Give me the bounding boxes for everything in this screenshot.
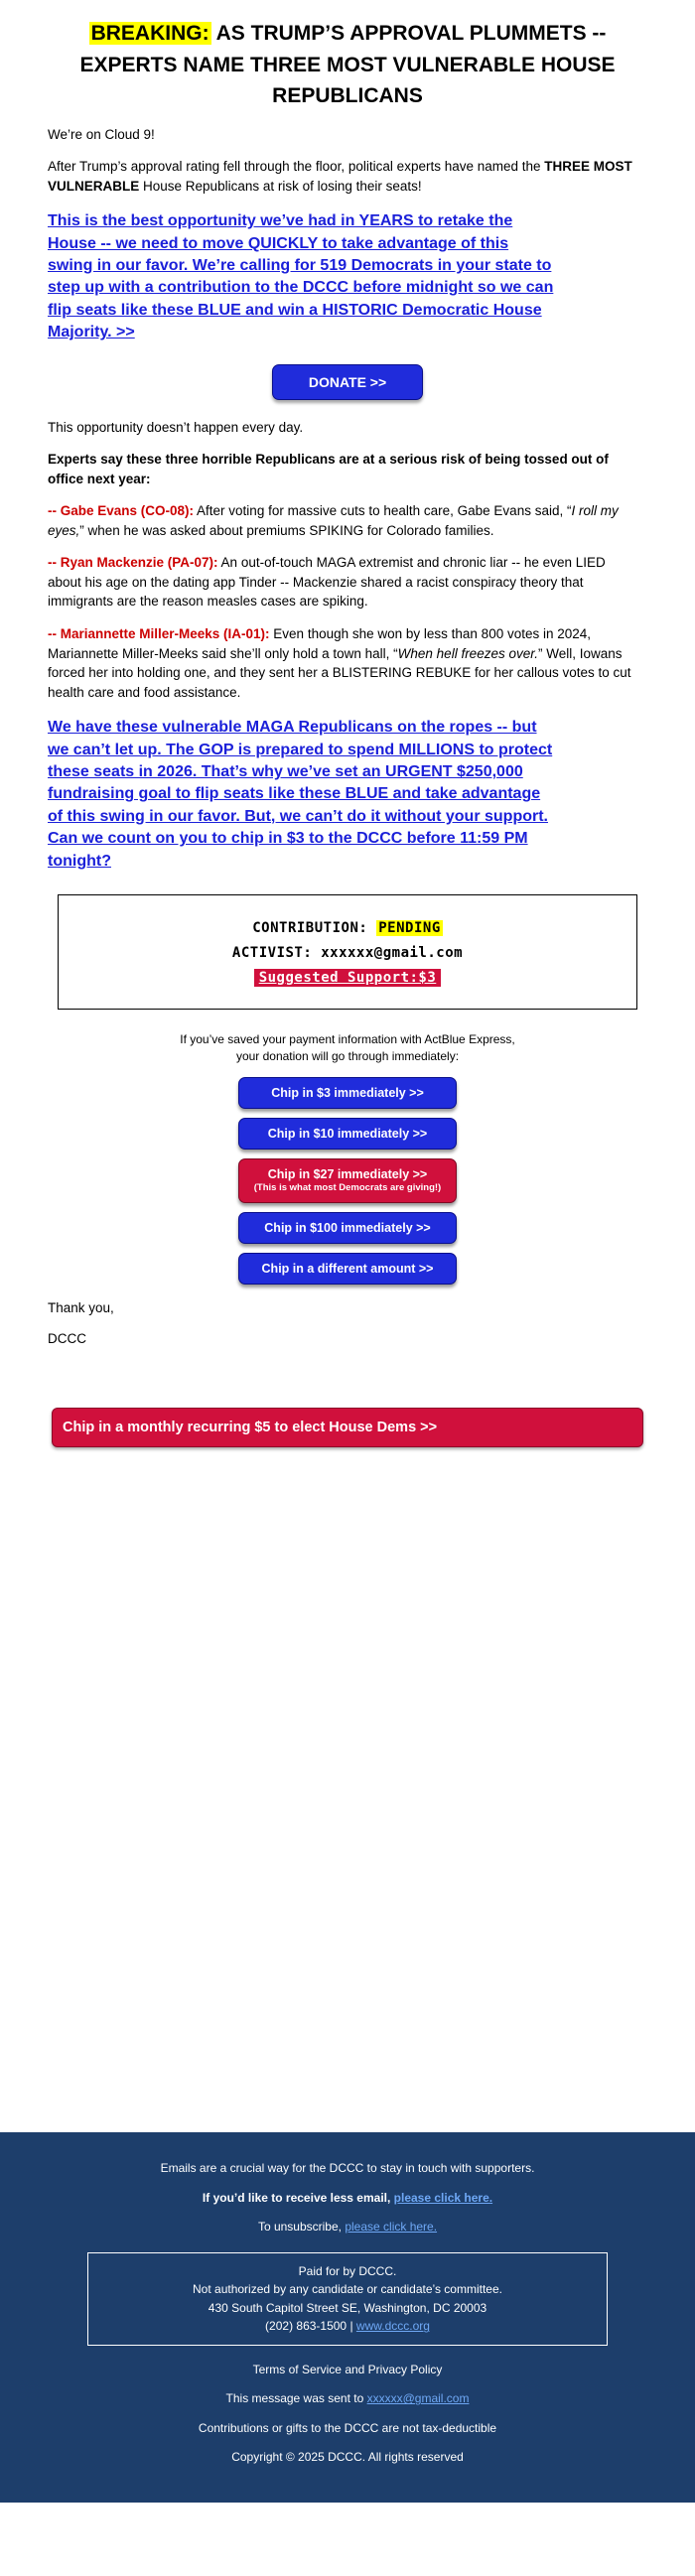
rep-text-1: An out-of-touch MAGA extremist and chronic liar -- he even LIED about his age on the dating app Tinder -- Mackenzie shared a racist conspiracy theory that immigrants are the reason measles cases are spiking.: [48, 555, 606, 610]
cta-link-bottom[interactable]: We have these vulnerable MAGA Republicans on the ropes -- but we can’t let up. The GOP is prepared to spend MILLIONS to protect these seats in 2026. That’s why we’ve set an URGENT $250,000 fundraising goal to flip seats like these BLUE and take advantage of this swing in our favor. But, we can’t do it without your support. Can we count on you to chip in $3 to the DCCC before 11:59 PM tonight?: [48, 719, 553, 870]
whitespace-spacer: [0, 1447, 695, 2132]
rep-quote: When hell freezes over.: [397, 645, 538, 661]
experts-heading: Experts say these three horrible Republicans are at a serious risk of being tossed out of office next year:: [48, 452, 609, 486]
breaking-highlight: BREAKING:: [90, 22, 209, 45]
footer-less-email-line: [30, 2190, 665, 2207]
rep-entry-ryan-mackenzie: [48, 553, 633, 611]
donate-button[interactable]: DONATE >>: [272, 364, 423, 400]
rep-text-2: ” Well, Iowans forced her into holding one, and they sent her a BLISTERING REBUKE for her callous votes to cut health care and food assistance.: [48, 645, 631, 700]
chip-27-subtext: (This is what most Democrats are giving!): [253, 1181, 442, 1193]
copyright-line: Copyright © 2025 DCCC. All rights reserved: [231, 2450, 464, 2465]
rep-name-ryan-mackenzie: -- Ryan Mackenzie (PA-07):: [48, 555, 218, 571]
dccc-website-link[interactable]: www.dccc.org: [355, 2319, 430, 2334]
approval-text-pre: After Trump’s approval rating fell through the floor, political experts have named the: [48, 159, 545, 175]
signoff-thanks: Thank you,: [48, 1300, 114, 1316]
contribution-status-badge: PENDING: [378, 920, 441, 937]
suggested-support-badge: Suggested Support:$3: [254, 969, 442, 987]
chip-10-button[interactable]: Chip in $10 immediately >>: [238, 1118, 457, 1150]
unsubscribe-text: To unsubscribe,: [257, 2220, 346, 2235]
rep-entry-miller-meeks: [48, 624, 633, 702]
paid-line-4: [100, 2317, 595, 2336]
cta-paragraph-bottom: [48, 717, 556, 873]
paid-line-3: 430 South Capitol Street SE, Washington, DC 20003: [208, 2300, 487, 2315]
cta-link-top[interactable]: This is the best opportunity we’ve had in YEARS to retake the House -- we need to move QUICKLY to take advantage of this swing in our favor. We’re calling for 519 Democrats in your state to step up with a contribution to the DCCC before midnight so we can flip seats like these BLUE and win a HISTORIC Democratic House Majority. >>: [48, 212, 554, 341]
express-note-line-2: your donation will go through immediately:: [235, 1048, 460, 1063]
donate-row: [48, 364, 647, 400]
terms-privacy-line[interactable]: Terms of Service and Privacy Policy: [252, 2362, 443, 2376]
less-email-text: If you’d like to receive less email,: [202, 2190, 394, 2205]
less-email-link[interactable]: please click here.: [393, 2190, 493, 2205]
contribution-box: [58, 894, 637, 1010]
express-note-line-1: If you’ve saved your payment information with ActBlue Express,: [180, 1032, 515, 1047]
paid-line-1: Paid for by DCCC.: [298, 2263, 397, 2278]
cta-paragraph-top: [48, 210, 556, 343]
rep-text-1: After voting for massive cuts to health care, Gabe Evans said, “: [194, 503, 572, 519]
sent-to-text: This message was sent to: [225, 2391, 367, 2406]
chip-27-button[interactable]: [238, 1158, 457, 1202]
rep-quote: I roll my eyes,: [48, 503, 619, 538]
rep-name-gabe-evans: -- Gabe Evans (CO-08):: [48, 503, 195, 519]
paragraph-cloud9: We’re on Cloud 9!: [48, 126, 155, 142]
approval-text-post: House Republicans at risk of losing their seats!: [139, 178, 422, 194]
unsubscribe-link[interactable]: please click here.: [345, 2220, 438, 2235]
contribution-label: CONTRIBUTION:: [252, 920, 368, 937]
rep-text-1: Even though she won by less than 800 votes in 2024, Mariannette Miller-Meeks said she’ll only hold a town hall, “: [48, 626, 592, 661]
tax-deductible-line: Contributions or gifts to the DCCC are not tax-deductible: [198, 2420, 497, 2435]
chip-100-button[interactable]: Chip in $100 immediately >>: [238, 1212, 457, 1244]
headline: [54, 18, 641, 112]
chip-button-stack: [48, 1077, 647, 1286]
footer-crucial-line: Emails are a crucial way for the DCCC to stay in touch with supporters.: [160, 2161, 535, 2176]
paid-line-2: Not authorized by any candidate or candidate’s committee.: [193, 2282, 502, 2297]
contribution-status-line: [69, 920, 626, 936]
monthly-recurring-button[interactable]: Chip in a monthly recurring $5 to elect House Dems >>: [52, 1408, 643, 1447]
paid-for-box: [87, 2252, 608, 2346]
headline-text: AS TRUMP’S APPROVAL PLUMMETS -- EXPERTS NAME THREE MOST VULNERABLE HOUSE REPUBLICANS: [79, 22, 616, 107]
rep-entry-gabe-evans: [48, 501, 633, 540]
suggested-support-line: [69, 970, 626, 986]
signoff-dccc: DCCC: [48, 1331, 86, 1347]
chip-27-label: Chip in $27 immediately >>: [267, 1167, 428, 1182]
paragraph-approval: [48, 157, 633, 196]
email-footer: [0, 2132, 695, 2502]
sent-to-email-link[interactable]: xxxxxx@gmail.com: [366, 2391, 470, 2406]
sent-to-line: [30, 2390, 665, 2407]
approval-bold: THREE MOST VULNERABLE: [48, 159, 632, 194]
monthly-button-row: [48, 1408, 647, 1447]
chip-other-button[interactable]: Chip in a different amount >>: [238, 1253, 457, 1285]
activist-line: ACTIVIST: xxxxxx@gmail.com: [231, 945, 464, 962]
actblue-express-note: [48, 1031, 647, 1065]
chip-3-button[interactable]: Chip in $3 immediately >>: [238, 1077, 457, 1109]
rep-name-miller-meeks: -- Mariannette Miller-Meeks (IA-01):: [48, 626, 270, 642]
footer-unsubscribe-line: [30, 2219, 665, 2236]
paragraph-opportunity: This opportunity doesn’t happen every day.: [48, 419, 304, 435]
phone-text: (202) 863-1500 |: [265, 2319, 356, 2334]
rep-text-2: ” when he was asked about premiums SPIKING for Colorado families.: [79, 522, 494, 538]
